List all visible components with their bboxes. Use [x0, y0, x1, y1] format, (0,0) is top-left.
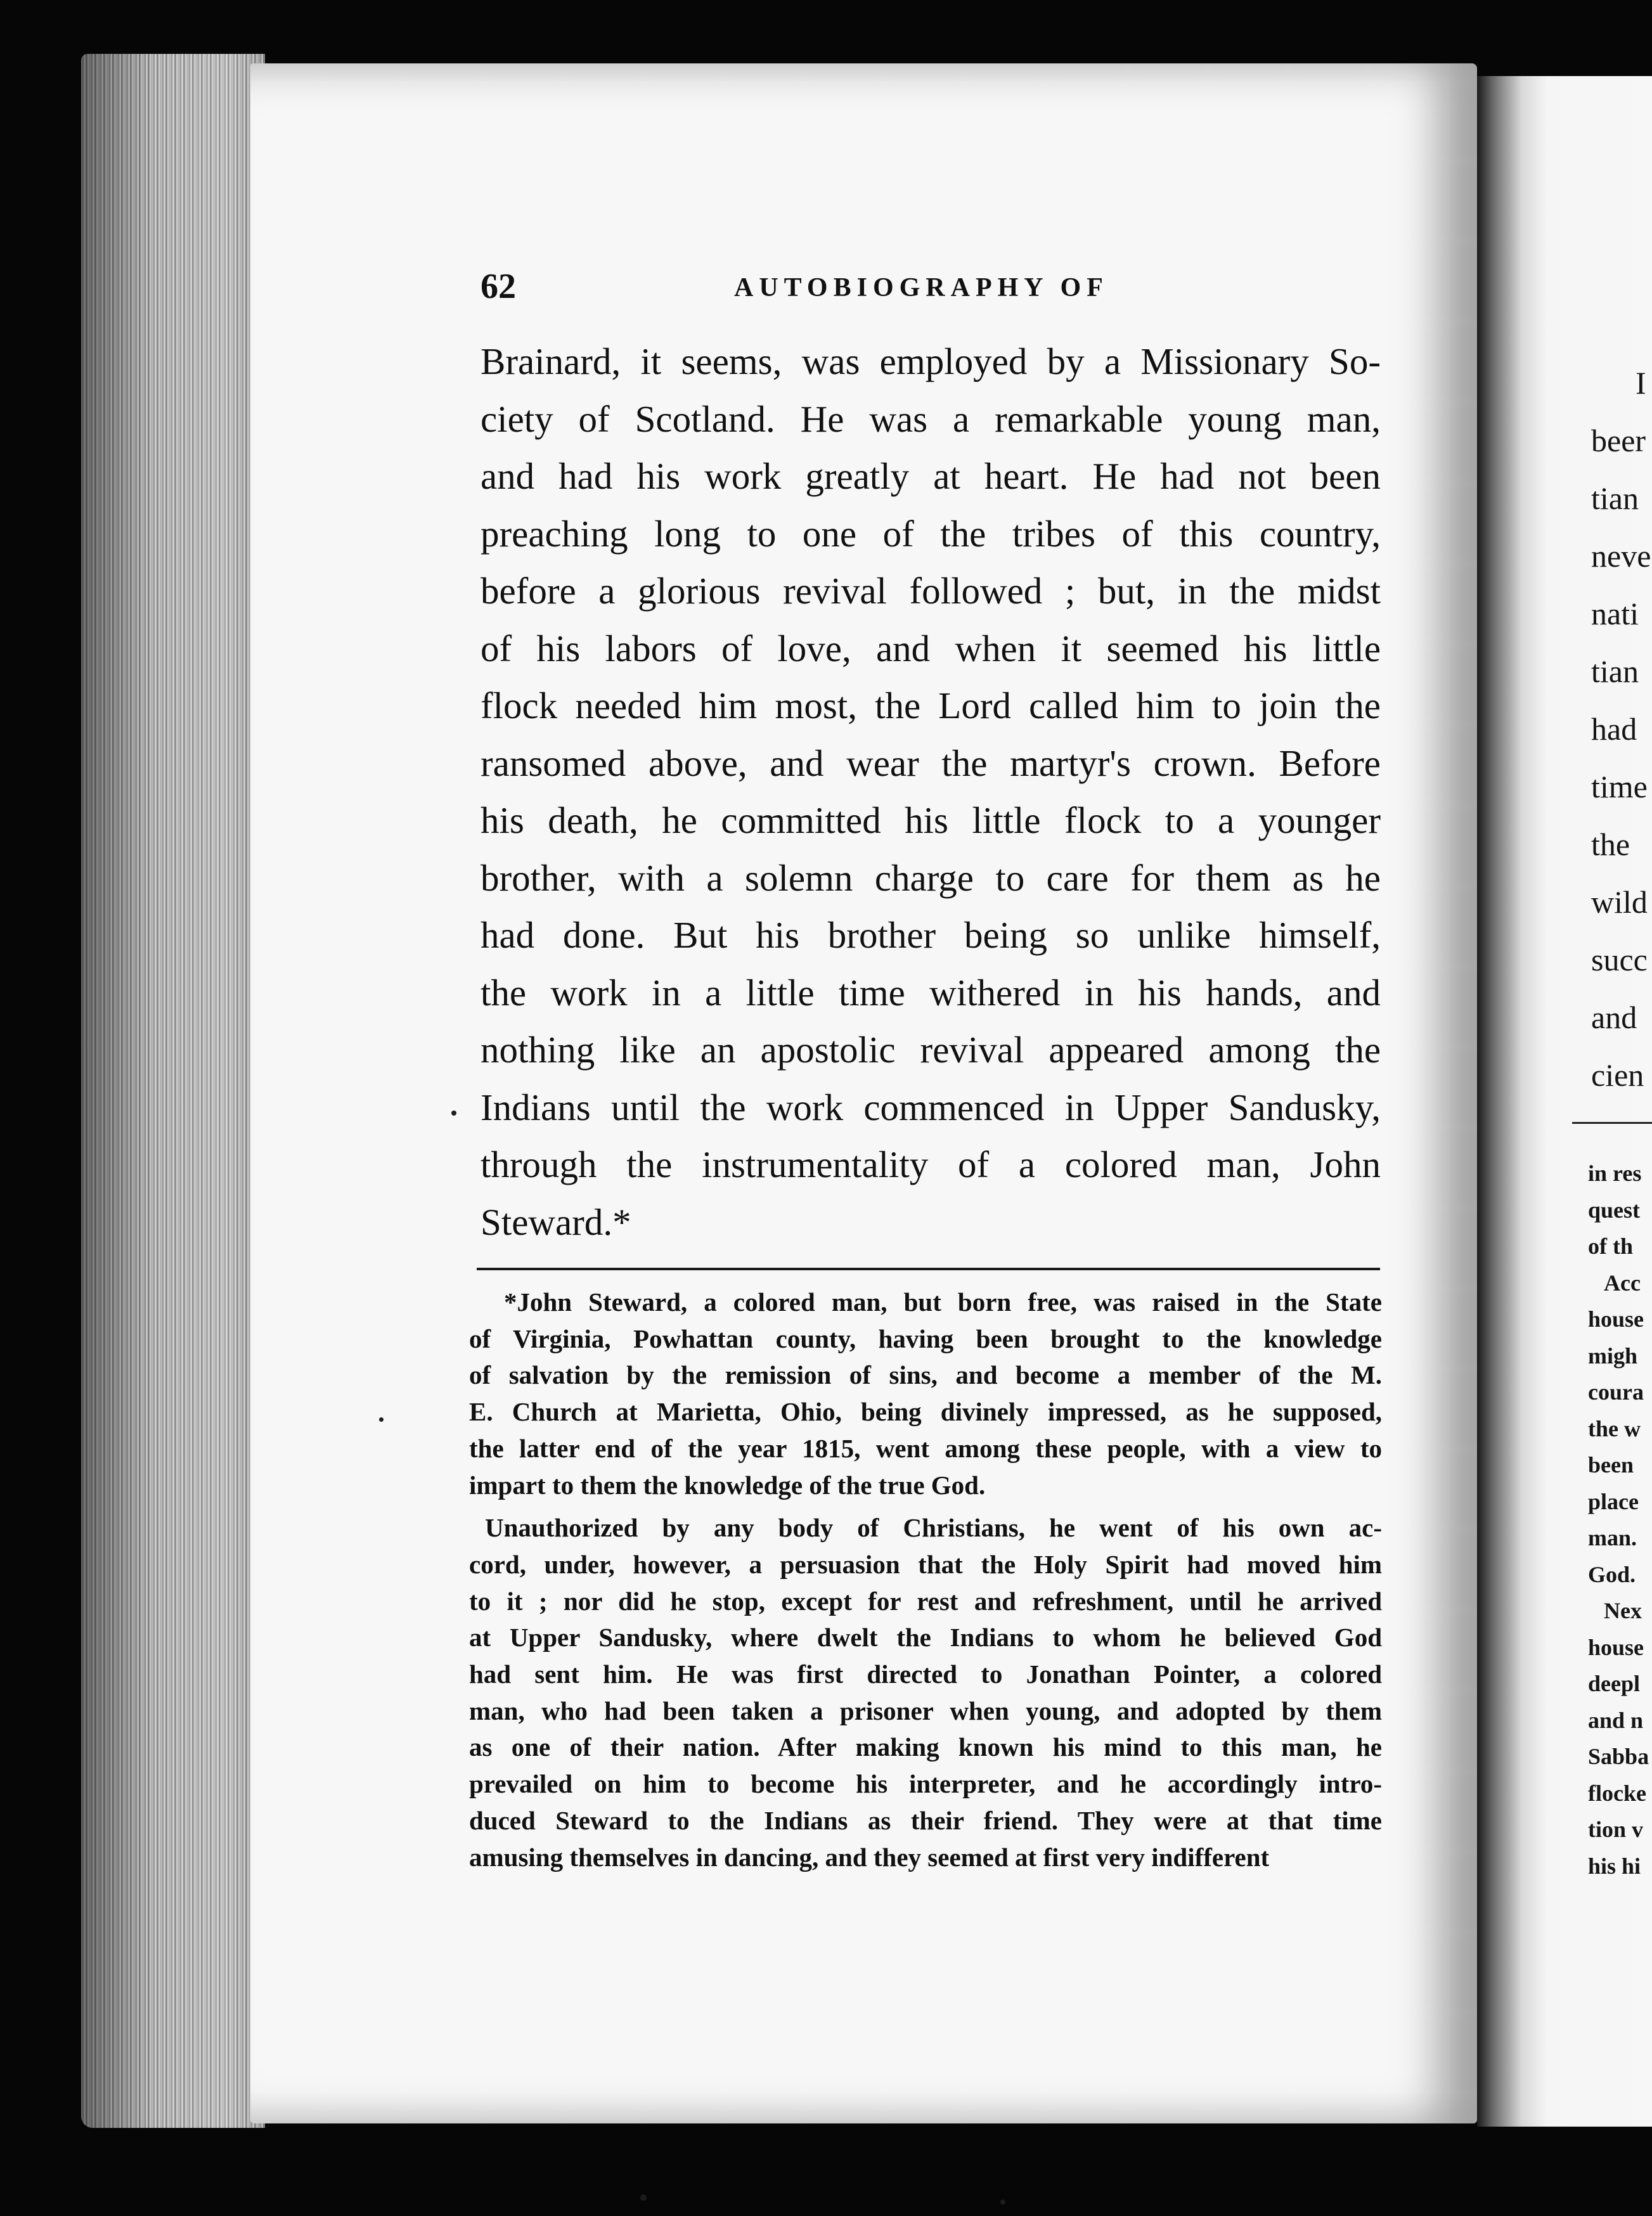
facing-page-note-line: Sabba — [1588, 1744, 1649, 1769]
footnote-line: as one of their nation. After making known his mind to this man, he — [469, 1732, 1382, 1762]
footnote-line: to it ; nor did he stop, except for rest and refreshment, until he arrived — [469, 1586, 1382, 1616]
body-line: preaching long to one of the tribes of this country, — [481, 512, 1381, 555]
facing-page-line: tian — [1591, 654, 1639, 689]
facing-page-note-line: flocke — [1588, 1780, 1646, 1806]
footnote-line: cord, under, however, a persuasion that the Holy Spirit had moved him — [469, 1549, 1382, 1579]
page-number: 62 — [481, 267, 516, 306]
facing-page-note-line: coura — [1588, 1379, 1644, 1405]
facing-page-line: I — [1636, 365, 1646, 401]
footnote-line: Unauthorized by any body of Christians, he went of his own ac- — [485, 1513, 1382, 1543]
facing-page-note-line: house — [1588, 1306, 1644, 1332]
facing-page-note-line: his hi — [1588, 1853, 1641, 1879]
facing-page-line: nati — [1591, 596, 1639, 631]
body-line: Brainard, it seems, was employed by a Missionary So- — [481, 340, 1381, 382]
body-line: flock needed him most, the Lord called him to join the — [481, 685, 1381, 726]
facing-page-note-line: Nex — [1604, 1598, 1642, 1623]
facing-page-note-line: the w — [1588, 1415, 1641, 1441]
facing-page-note-line: house — [1588, 1634, 1644, 1660]
facing-page-line: beer — [1591, 423, 1646, 458]
footnote-line: duced Steward to the Indians as their friend. They were at that time — [469, 1805, 1382, 1835]
facing-page-line: had — [1591, 711, 1637, 747]
footnote-line: of salvation by the remission of sins, and become a member of the M. — [469, 1360, 1382, 1390]
facing-page-note-line: been — [1588, 1452, 1634, 1478]
footnote-line: impart to them the knowledge of the true God. — [469, 1470, 986, 1500]
body-line: through the instrumentality of a colored man, John — [481, 1143, 1381, 1185]
running-title: AUTOBIOGRAPHY OF — [734, 273, 1109, 302]
facing-page-line: tian — [1591, 480, 1639, 516]
facing-page-line: the — [1591, 827, 1630, 862]
scan-speck — [379, 1417, 384, 1422]
body-line: his death, he committed his little flock to a younger — [481, 799, 1381, 841]
body-line: had done. But his brother being so unlike himself, — [481, 914, 1381, 956]
footnote-line: prevailed on him to become his interpreter, and he accordingly intro- — [469, 1769, 1382, 1799]
facing-page — [1477, 76, 1652, 2127]
body-line: and had his work greatly at heart. He had not been — [481, 455, 1381, 497]
facing-page-line: cien — [1591, 1057, 1644, 1093]
facing-page-note-line: of th — [1588, 1234, 1633, 1259]
footnote-line: man, who had been taken a prisoner when young, and adopted by them — [469, 1696, 1382, 1725]
scan-speck — [451, 1111, 456, 1116]
facing-page-line: wild — [1591, 884, 1648, 920]
facing-page-note-line: deepl — [1588, 1671, 1641, 1696]
body-line: brother, with a solemn charge to care for them as he — [481, 856, 1381, 899]
facing-page-line: and — [1591, 1000, 1637, 1035]
footnote-rule — [477, 1268, 1380, 1270]
facing-page-line: neve — [1591, 538, 1651, 574]
footnote-line: amusing themselves in dancing, and they seemed at first very indifferent — [469, 1842, 1270, 1872]
facing-page-note-line: migh — [1588, 1343, 1638, 1369]
footnote-line: of Virginia, Powhattan county, having been brought to the knowledge — [469, 1324, 1382, 1353]
body-line: Steward.* — [481, 1201, 631, 1243]
page-block-edges — [81, 54, 265, 2128]
footnote-line: E. Church at Marietta, Ohio, being divinely impressed, as he supposed, — [469, 1397, 1382, 1427]
body-line: the work in a little time withered in his hands, and — [481, 971, 1381, 1014]
footnote-line: at Upper Sandusky, where dwelt the Indians to whom he believed God — [469, 1623, 1382, 1652]
facing-page-note-line: man. — [1588, 1525, 1637, 1550]
body-line: Indians until the work commenced in Upper Sandusky, — [481, 1086, 1381, 1128]
scan-speck — [640, 2194, 647, 2201]
facing-page-line: time — [1591, 769, 1648, 804]
body-line: of his labors of love, and when it seemed his little — [481, 627, 1381, 669]
scan-speck — [1000, 2200, 1005, 2205]
facing-page-line: succ — [1591, 942, 1648, 977]
facing-page-note-line: Acc — [1604, 1270, 1641, 1296]
facing-page-note-line: and n — [1588, 1707, 1644, 1733]
facing-page-note-line: quest — [1588, 1197, 1641, 1223]
facing-page-note-line: place — [1588, 1488, 1639, 1514]
footnote-line: had sent him. He was first directed to Jonathan Pointer, a colored — [469, 1659, 1382, 1689]
footnote-line: *John Steward, a colored man, but born free, was raised in the State — [504, 1287, 1382, 1317]
facing-page-note-line: tion v — [1588, 1817, 1644, 1842]
body-line: before a glorious revival followed ; but, in the midst — [481, 570, 1381, 612]
footnote-line: the latter end of the year 1815, went among these people, with a view to — [469, 1433, 1382, 1463]
running-head — [481, 266, 1381, 304]
facing-page-note-line: in res — [1588, 1161, 1642, 1186]
body-line: nothing like an apostolic revival appeared among the — [481, 1029, 1381, 1071]
body-line: ciety of Scotland. He was a remarkable young man, — [481, 397, 1381, 440]
body-line: ransomed above, and wear the martyr's crown. Before — [481, 742, 1381, 784]
facing-page-note-line: God. — [1588, 1561, 1636, 1587]
facing-page-footnote-rule — [1572, 1122, 1652, 1124]
